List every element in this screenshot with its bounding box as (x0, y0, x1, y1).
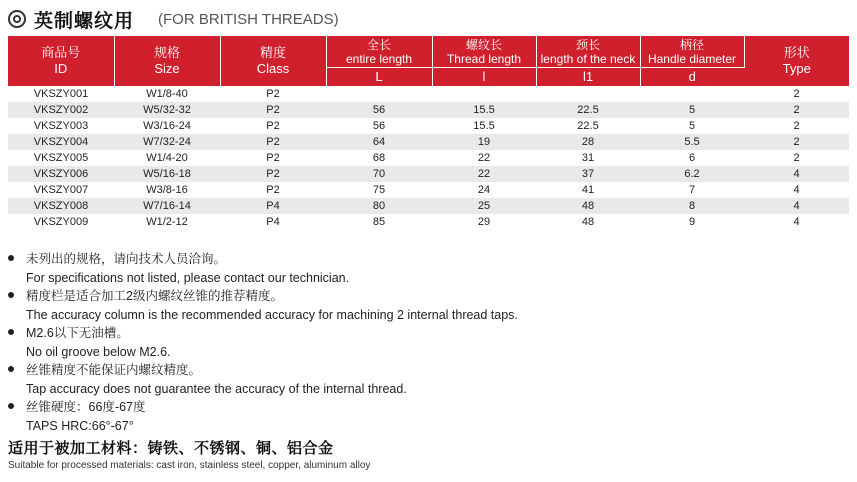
table-cell: 48 (536, 198, 640, 214)
note-item (8, 398, 518, 435)
table-cell: VKSZY004 (8, 134, 114, 150)
table-cell: W1/4-20 (114, 150, 220, 166)
table-cell: VKSZY002 (8, 102, 114, 118)
header-size: 规格 Size (114, 36, 220, 86)
table-row (8, 150, 849, 166)
table-cell: VKSZY003 (8, 118, 114, 134)
table-row (8, 166, 849, 182)
table-cell: W5/16-18 (114, 166, 220, 182)
table-cell: 4 (744, 166, 849, 182)
bullet-dot-icon (8, 250, 18, 260)
header-symbol-d: d (640, 68, 744, 87)
table-row (8, 198, 849, 214)
table-cell: P2 (220, 102, 326, 118)
note-item (8, 287, 518, 324)
table-cell: 22 (432, 166, 536, 182)
table-cell: W5/32-32 (114, 102, 220, 118)
table-cell: P2 (220, 86, 326, 102)
note-item (8, 250, 518, 287)
header-type: 形状 Type (744, 36, 849, 86)
table-cell: VKSZY001 (8, 86, 114, 102)
table-cell: VKSZY006 (8, 166, 114, 182)
header-class: 精度 Class (220, 36, 326, 86)
table-cell: 4 (744, 182, 849, 198)
note-text-en: Tap accuracy does not guarantee the accuracy of the internal thread. (26, 381, 407, 396)
header-symbol-l: l (432, 68, 536, 87)
table-cell: W3/8-16 (114, 182, 220, 198)
table-cell: 22.5 (536, 102, 640, 118)
note-text-cn: 精度栏是适合加工2级内螺纹丝锥的推荐精度。 (26, 289, 283, 303)
table-cell: VKSZY009 (8, 214, 114, 230)
table-cell (536, 86, 640, 102)
table-cell: W1/2-12 (114, 214, 220, 230)
note-item (8, 324, 518, 361)
table-cell: 6.2 (640, 166, 744, 182)
table-row (8, 134, 849, 150)
note-text-en: TAPS HRC:66°-67° (26, 418, 134, 433)
header-neck-length: 颈长 length of the neck (536, 36, 640, 68)
header-symbol-L: L (326, 68, 432, 87)
table-cell: 15.5 (432, 118, 536, 134)
header-handle-diameter: 柄径 Handle diameter (640, 36, 744, 68)
table-cell: 4 (744, 214, 849, 230)
table-cell: P2 (220, 166, 326, 182)
table-cell: 48 (536, 214, 640, 230)
table-cell: 5.5 (640, 134, 744, 150)
double-circle-icon (8, 10, 26, 28)
table-cell: 25 (432, 198, 536, 214)
table-cell: 64 (326, 134, 432, 150)
table-cell: P2 (220, 182, 326, 198)
table-row (8, 182, 849, 198)
table-cell: 2 (744, 102, 849, 118)
table-body (8, 86, 849, 230)
bullet-dot-icon (8, 361, 18, 371)
table-cell: 6 (640, 150, 744, 166)
table-cell: 2 (744, 150, 849, 166)
materials-text-en: Suitable for processed materials: cast iron, stainless steel, copper, aluminum alloy (8, 460, 371, 471)
table-cell: VKSZY008 (8, 198, 114, 214)
table-cell: 22.5 (536, 118, 640, 134)
table-cell: 85 (326, 214, 432, 230)
table-cell: P4 (220, 198, 326, 214)
table-cell: 56 (326, 118, 432, 134)
table-cell: W7/16-14 (114, 198, 220, 214)
table-cell: 31 (536, 150, 640, 166)
table-cell: 5 (640, 102, 744, 118)
table-cell: W1/8-40 (114, 86, 220, 102)
table-cell: VKSZY005 (8, 150, 114, 166)
bullet-dot-icon (8, 324, 18, 334)
table-cell: 80 (326, 198, 432, 214)
note-text-cn: M2.6以下无油槽。 (26, 326, 129, 340)
table-cell: 9 (640, 214, 744, 230)
table-cell: P2 (220, 118, 326, 134)
table-cell: 68 (326, 150, 432, 166)
table-cell: 4 (744, 198, 849, 214)
title-english: (FOR BRITISH THREADS) (158, 10, 339, 28)
materials-heading-cn: 适用于被加工材料：铸铁、不锈钢、铜、铝合金 (8, 440, 334, 457)
table-cell: 5 (640, 118, 744, 134)
table-cell: VKSZY007 (8, 182, 114, 198)
table-cell: 28 (536, 134, 640, 150)
table-cell: 56 (326, 102, 432, 118)
table-cell: 24 (432, 182, 536, 198)
table-cell: W7/32-24 (114, 134, 220, 150)
note-text-cn: 丝锥精度不能保证内螺纹精度。 (26, 363, 202, 377)
table-cell (432, 86, 536, 102)
table-cell: P2 (220, 150, 326, 166)
table-cell: P4 (220, 214, 326, 230)
table-cell: 15.5 (432, 102, 536, 118)
table-cell (326, 86, 432, 102)
table-cell: 70 (326, 166, 432, 182)
table-cell: 75 (326, 182, 432, 198)
note-text-en: The accuracy column is the recommended accuracy for machining 2 internal thread taps. (26, 307, 518, 322)
note-text-cn: 丝锥硬度：66度-67度 (26, 400, 146, 414)
note-text-en: For specifications not listed, please contact our technician. (26, 270, 350, 285)
bullet-dot-icon (8, 287, 18, 297)
note-text-cn: 未列出的规格，请向技术人员洽询。 (26, 252, 227, 266)
notes-list (8, 250, 518, 435)
header-entire-length: 全长 entire length (326, 36, 432, 68)
header-id: 商品号 ID (8, 36, 114, 86)
table-row (8, 86, 849, 102)
title-chinese: 英制螺纹用 (34, 10, 135, 32)
table-cell (640, 86, 744, 102)
table-cell: 22 (432, 150, 536, 166)
table-cell: 2 (744, 86, 849, 102)
table-cell: 37 (536, 166, 640, 182)
section-title (8, 6, 339, 32)
table-cell: W3/16-24 (114, 118, 220, 134)
table-cell: 2 (744, 118, 849, 134)
table-row (8, 118, 849, 134)
header-thread-length: 螺纹长 Thread length (432, 36, 536, 68)
header-symbol-l1: l1 (536, 68, 640, 87)
table-cell: 2 (744, 134, 849, 150)
table-row (8, 102, 849, 118)
note-item (8, 361, 518, 398)
table-cell: 7 (640, 182, 744, 198)
table-cell: 41 (536, 182, 640, 198)
table-row (8, 214, 849, 230)
note-text-en: No oil groove below M2.6. (26, 344, 171, 359)
table-cell: 19 (432, 134, 536, 150)
bullet-dot-icon (8, 398, 18, 408)
thread-tap-spec-table (8, 36, 849, 230)
table-cell: 8 (640, 198, 744, 214)
table-cell: 29 (432, 214, 536, 230)
table-cell: P2 (220, 134, 326, 150)
